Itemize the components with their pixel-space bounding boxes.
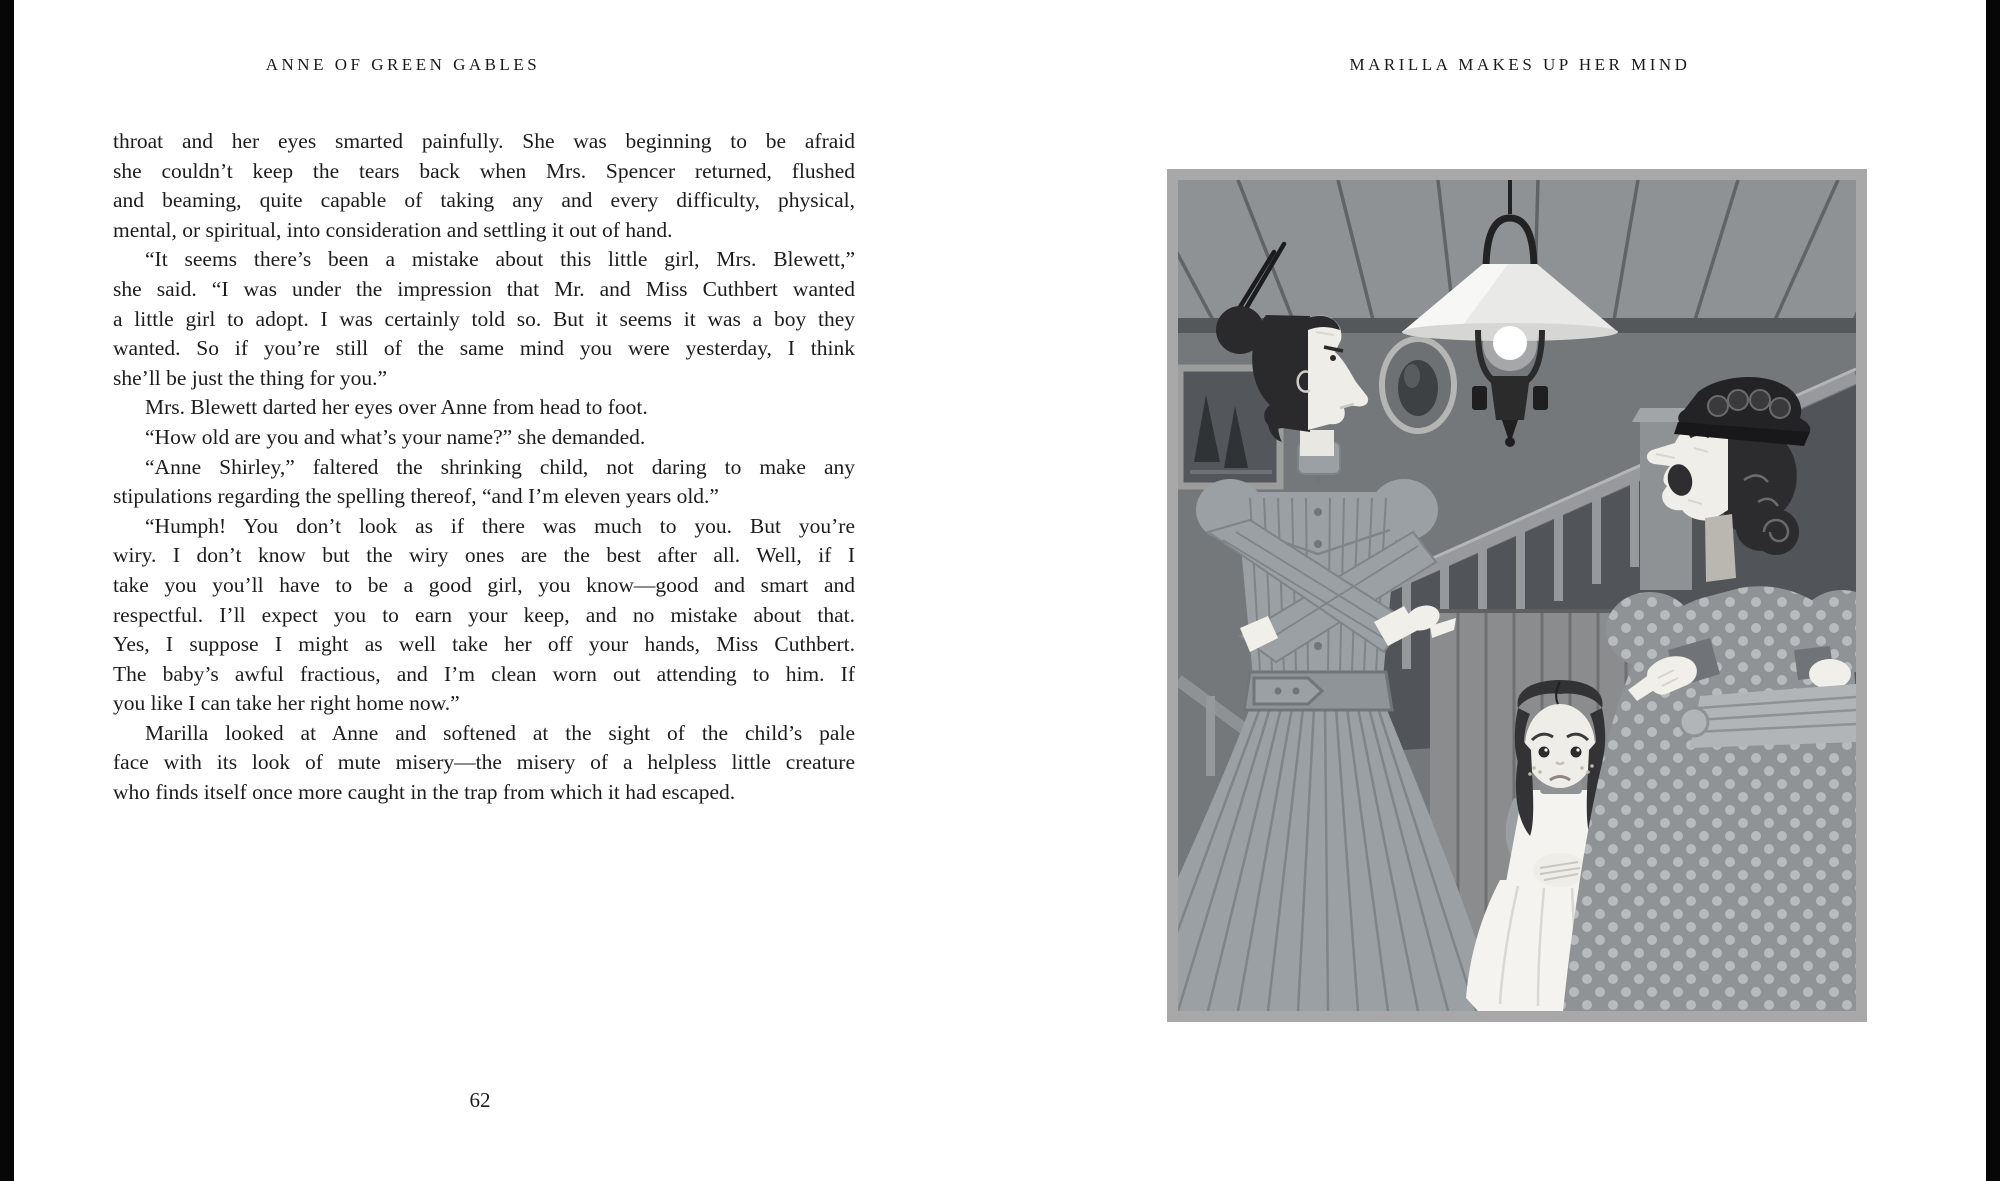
text-line: “Humph! You don’t look as if there was much to you. But you’re: [145, 513, 855, 538]
text-line: a little girl to adopt. I was certainly told so. But it seems it was a boy they: [113, 306, 855, 331]
book-edge-right: [1986, 0, 2000, 1181]
text-line: Mrs. Blewett darted her eyes over Anne from head to foot.: [145, 395, 648, 420]
book-edge-left: [0, 0, 14, 1181]
text-line: “Anne Shirley,” faltered the shrinking child, not daring to make any: [145, 454, 855, 479]
text-line: she said. “I was under the impression that Mr. and Miss Cuthbert wanted: [113, 276, 855, 301]
page-text-block: [113, 127, 855, 808]
text-line: stipulations regarding the spelling thereof, “and I’m eleven years old.”: [113, 484, 719, 509]
text-line: wanted. So if you’re still of the same mind you were yesterday, I think: [113, 336, 855, 361]
text-line: she’ll be just the thing for you.”: [113, 365, 388, 390]
text-line: who finds itself once more caught in the trap from which it had escaped.: [113, 780, 736, 805]
oval-portrait-picture: [1382, 339, 1454, 431]
running-head-left: ANNE OF GREEN GABLES: [265, 55, 541, 74]
text-line: take you you’ll have to be a good girl, you know—good and smart and: [113, 572, 855, 597]
text-line: throat and her eyes smarted painfully. She was beginning to be afraid: [113, 129, 855, 153]
text-line: and beaming, quite capable of taking any and every difficulty, physical,: [113, 188, 855, 213]
illustration: [1167, 169, 1867, 1022]
marilla-neck: [1300, 430, 1334, 456]
blewett-left-hand: [1809, 659, 1851, 689]
text-line: wiry. I don’t know but the wiry ones are the best after all. Well, if I: [113, 543, 855, 568]
text-line: face with its look of mute misery—the misery of a helpless little creature: [113, 750, 855, 775]
text-line: “How old are you and what’s your name?” she demanded.: [145, 424, 646, 449]
text-line: you like I can take her right home now.”: [113, 691, 460, 716]
text-line: Yes, I suppose I might as well take her off your hands, Miss Cuthbert.: [113, 632, 855, 657]
running-head-right: MARILLA MAKES UP HER MIND: [1349, 55, 1691, 74]
text-line: “It seems there’s been a mistake about this little girl, Mrs. Blewett,”: [145, 247, 855, 272]
text-line: Marilla looked at Anne and softened at the sight of the child’s pale: [145, 720, 855, 745]
text-line: respectful. I’ll expect you to earn your keep, and no mistake about that.: [113, 602, 855, 627]
text-line: she couldn’t keep the tears back when Mrs. Spencer returned, flushed: [113, 158, 855, 183]
illustration-scene: [1178, 180, 1856, 1011]
page-number: 62: [469, 1088, 491, 1112]
text-line: The baby’s awful fractious, and I’m clean worn out attending to him. If: [113, 661, 855, 686]
blewett-neck: [1705, 514, 1736, 582]
marilla-belt: [1244, 672, 1392, 710]
text-line: mental, or spiritual, into consideration and settling it out of hand.: [113, 217, 673, 242]
